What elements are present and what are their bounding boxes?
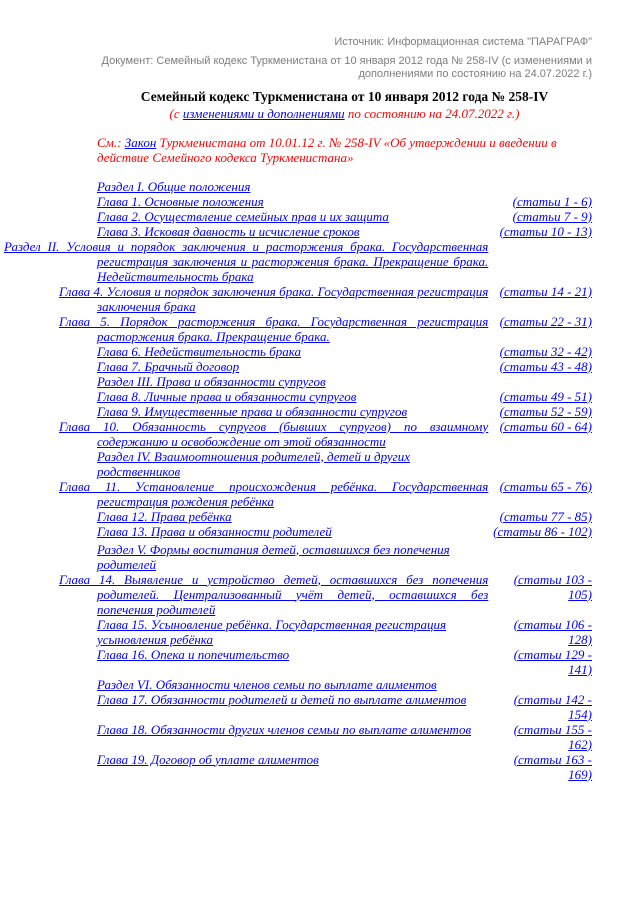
toc-row-section-5 [97, 539, 592, 572]
toc-articles-empty [488, 449, 592, 479]
toc-chapter-link[interactable]: Глава 12. Права ребёнка [97, 508, 232, 524]
toc-articles-empty [488, 179, 592, 194]
toc-chapter-link[interactable]: Глава 7. Брачный договор [97, 358, 240, 374]
toc-row-section-4 [97, 449, 592, 479]
toc-row-chapter-2 [97, 209, 592, 224]
toc-articles-link[interactable]: (статьи 65 - 76) [499, 478, 592, 494]
toc-chapter-link[interactable]: Глава 16. Опека и попечительство [97, 646, 290, 662]
toc-articles-link[interactable]: (статьи 10 - 13) [499, 223, 592, 239]
toc-chapter-link[interactable]: Глава 3. Исковая давность и исчисление сроков [97, 223, 360, 239]
toc-row-chapter-18 [97, 722, 592, 752]
see-also-suffix: Туркменистана от 10.01.12 г. № 258-IV «Об утверждении и введении в действие Семейного кодекса Туркменистана» [97, 134, 557, 165]
toc-chapter-link[interactable]: Глава 6. Недействительность брака [97, 343, 301, 359]
toc-articles-empty [488, 239, 592, 284]
toc-chapter-link[interactable]: Глава 4. Условия и порядок заключения брака. Государственная регистрация заключения брака [59, 283, 489, 314]
toc-articles-empty [488, 539, 592, 572]
toc-articles-link[interactable]: (статьи 163 - 169) [513, 751, 592, 782]
meta-document-line: Документ: Семейный кодекс Туркменистана от 10 января 2012 года № 258-IV (с изменениями и дополнениями по состоянию на 24.07.2022 г.) [101, 54, 592, 80]
toc-chapter-link[interactable]: Глава 1. Основные положения [97, 193, 264, 209]
toc-articles-empty [488, 374, 592, 389]
toc-section-link[interactable]: Раздел V. Формы воспитания детей, оставшихся без попечения родителей [97, 541, 450, 572]
law-link[interactable]: Закон [124, 134, 157, 150]
see-also-prefix: См.: [97, 134, 125, 150]
toc-row-section-1 [97, 179, 592, 194]
toc-chapter-link[interactable]: Глава 10. Обязанность супругов (бывших супругов) по взаимному содержанию и освобождение от этой обязанности [59, 418, 489, 449]
toc-articles-link[interactable]: (статьи 106 - 128) [513, 616, 592, 647]
toc-articles-link[interactable]: (статьи 22 - 31) [499, 313, 592, 329]
toc-chapter-link[interactable]: Глава 11. Установление происхождения ребёнка. Государственная регистрация рождения ребёнка [59, 478, 489, 509]
toc-articles-link[interactable]: (статьи 129 - 141) [513, 646, 592, 677]
toc-row-section-6 [97, 677, 592, 692]
toc-articles-link[interactable]: (статьи 103 - 105) [513, 571, 592, 602]
toc-row-section-2 [97, 239, 592, 284]
toc-row-chapter-16 [97, 647, 592, 677]
toc-chapter-link[interactable]: Глава 8. Личные права и обязанности супругов [97, 388, 357, 404]
document-meta [97, 36, 592, 82]
toc-row-chapter-5 [97, 314, 592, 344]
toc-chapter-link[interactable]: Глава 9. Имущественные права и обязанности супругов [97, 403, 408, 419]
table-of-contents [4, 178, 592, 782]
document-content [4, 36, 592, 782]
subtitle-prefix: (с [169, 105, 183, 121]
toc-row-section-3 [97, 374, 592, 389]
document-subtitle [97, 106, 592, 121]
see-also-note [97, 135, 592, 165]
toc-chapter-link[interactable]: Глава 15. Усыновление ребёнка. Государственная регистрация усыновления ребёнка [97, 616, 447, 647]
toc-section-link[interactable]: Раздел II. Условия и порядок заключения и расторжения брака. Государственная регистрация заключения и расторжения брака. Прекращение брака. Недействительность брака [4, 238, 489, 284]
toc-row-chapter-11 [97, 479, 592, 509]
toc-row-chapter-9 [97, 404, 592, 419]
toc-row-chapter-19 [97, 752, 592, 782]
toc-articles-link[interactable]: (статьи 1 - 6) [512, 193, 592, 209]
toc-chapter-link[interactable]: Глава 17. Обязанности родителей и детей по выплате алиментов [97, 691, 467, 707]
toc-section-link[interactable]: Раздел III. Права и обязанности супругов [97, 373, 326, 389]
toc-articles-link[interactable]: (статьи 7 - 9) [512, 208, 592, 224]
toc-row-chapter-17 [97, 692, 592, 722]
subtitle-suffix: по состоянию на 24.07.2022 г.) [344, 105, 520, 121]
toc-articles-link[interactable]: (статьи 142 - 154) [513, 691, 592, 722]
toc-row-chapter-4 [97, 284, 592, 314]
toc-articles-link[interactable]: (статьи 86 - 102) [493, 523, 592, 539]
toc-articles-link[interactable]: (статьи 49 - 51) [499, 388, 592, 404]
toc-articles-link[interactable]: (статьи 52 - 59) [499, 403, 592, 419]
toc-row-chapter-14 [97, 572, 592, 617]
toc-chapter-link[interactable]: Глава 19. Договор об уплате алиментов [97, 751, 319, 767]
toc-row-chapter-1 [97, 194, 592, 209]
toc-row-chapter-8 [97, 389, 592, 404]
toc-chapter-link[interactable]: Глава 18. Обязанности других членов семьи по выплате алиментов [97, 721, 472, 737]
toc-chapter-link[interactable]: Глава 13. Права и обязанности родителей [97, 523, 332, 539]
toc-articles-link[interactable]: (статьи 32 - 42) [499, 343, 592, 359]
toc-row-chapter-10 [97, 419, 592, 449]
toc-articles-link[interactable]: (статьи 77 - 85) [499, 508, 592, 524]
toc-articles-link[interactable]: (статьи 60 - 64) [499, 418, 592, 434]
toc-row-chapter-15 [97, 617, 592, 647]
toc-section-link[interactable]: Раздел VI. Обязанности членов семьи по выплате алиментов [97, 676, 437, 692]
toc-articles-empty [488, 677, 592, 692]
toc-section-link[interactable]: Раздел I. Общие положения [97, 178, 251, 194]
amendments-link[interactable]: изменениями и дополнениями [182, 105, 345, 121]
toc-row-chapter-3 [97, 224, 592, 239]
toc-row-chapter-12 [97, 509, 592, 524]
toc-articles-link[interactable]: (статьи 14 - 21) [499, 283, 592, 299]
toc-row-chapter-13 [97, 524, 592, 539]
toc-chapter-link[interactable]: Глава 14. Выявление и устройство детей, оставшихся без попечения родителей. Централизованный учёт детей, оставшихся без попечения родителей [59, 571, 489, 617]
toc-articles-link[interactable]: (статьи 155 - 162) [513, 721, 592, 752]
document-title: Семейный кодекс Туркменистана от 10 января 2012 года № 258-IV [140, 88, 549, 104]
toc-chapter-link[interactable]: Глава 5. Порядок расторжения брака. Государственная регистрация расторжения брака. Прекращение брака. [59, 313, 489, 344]
toc-articles-link[interactable]: (статьи 43 - 48) [499, 358, 592, 374]
toc-row-chapter-6 [97, 344, 592, 359]
meta-source-line: Источник: Информационная система "ПАРАГРАФ" [334, 36, 592, 48]
toc-row-chapter-7 [97, 359, 592, 374]
toc-chapter-link[interactable]: Глава 2. Осуществление семейных прав и их защита [97, 208, 389, 224]
toc-section-link[interactable]: Раздел IV. Взаимоотношения родителей, детей и других родственников [97, 448, 411, 479]
